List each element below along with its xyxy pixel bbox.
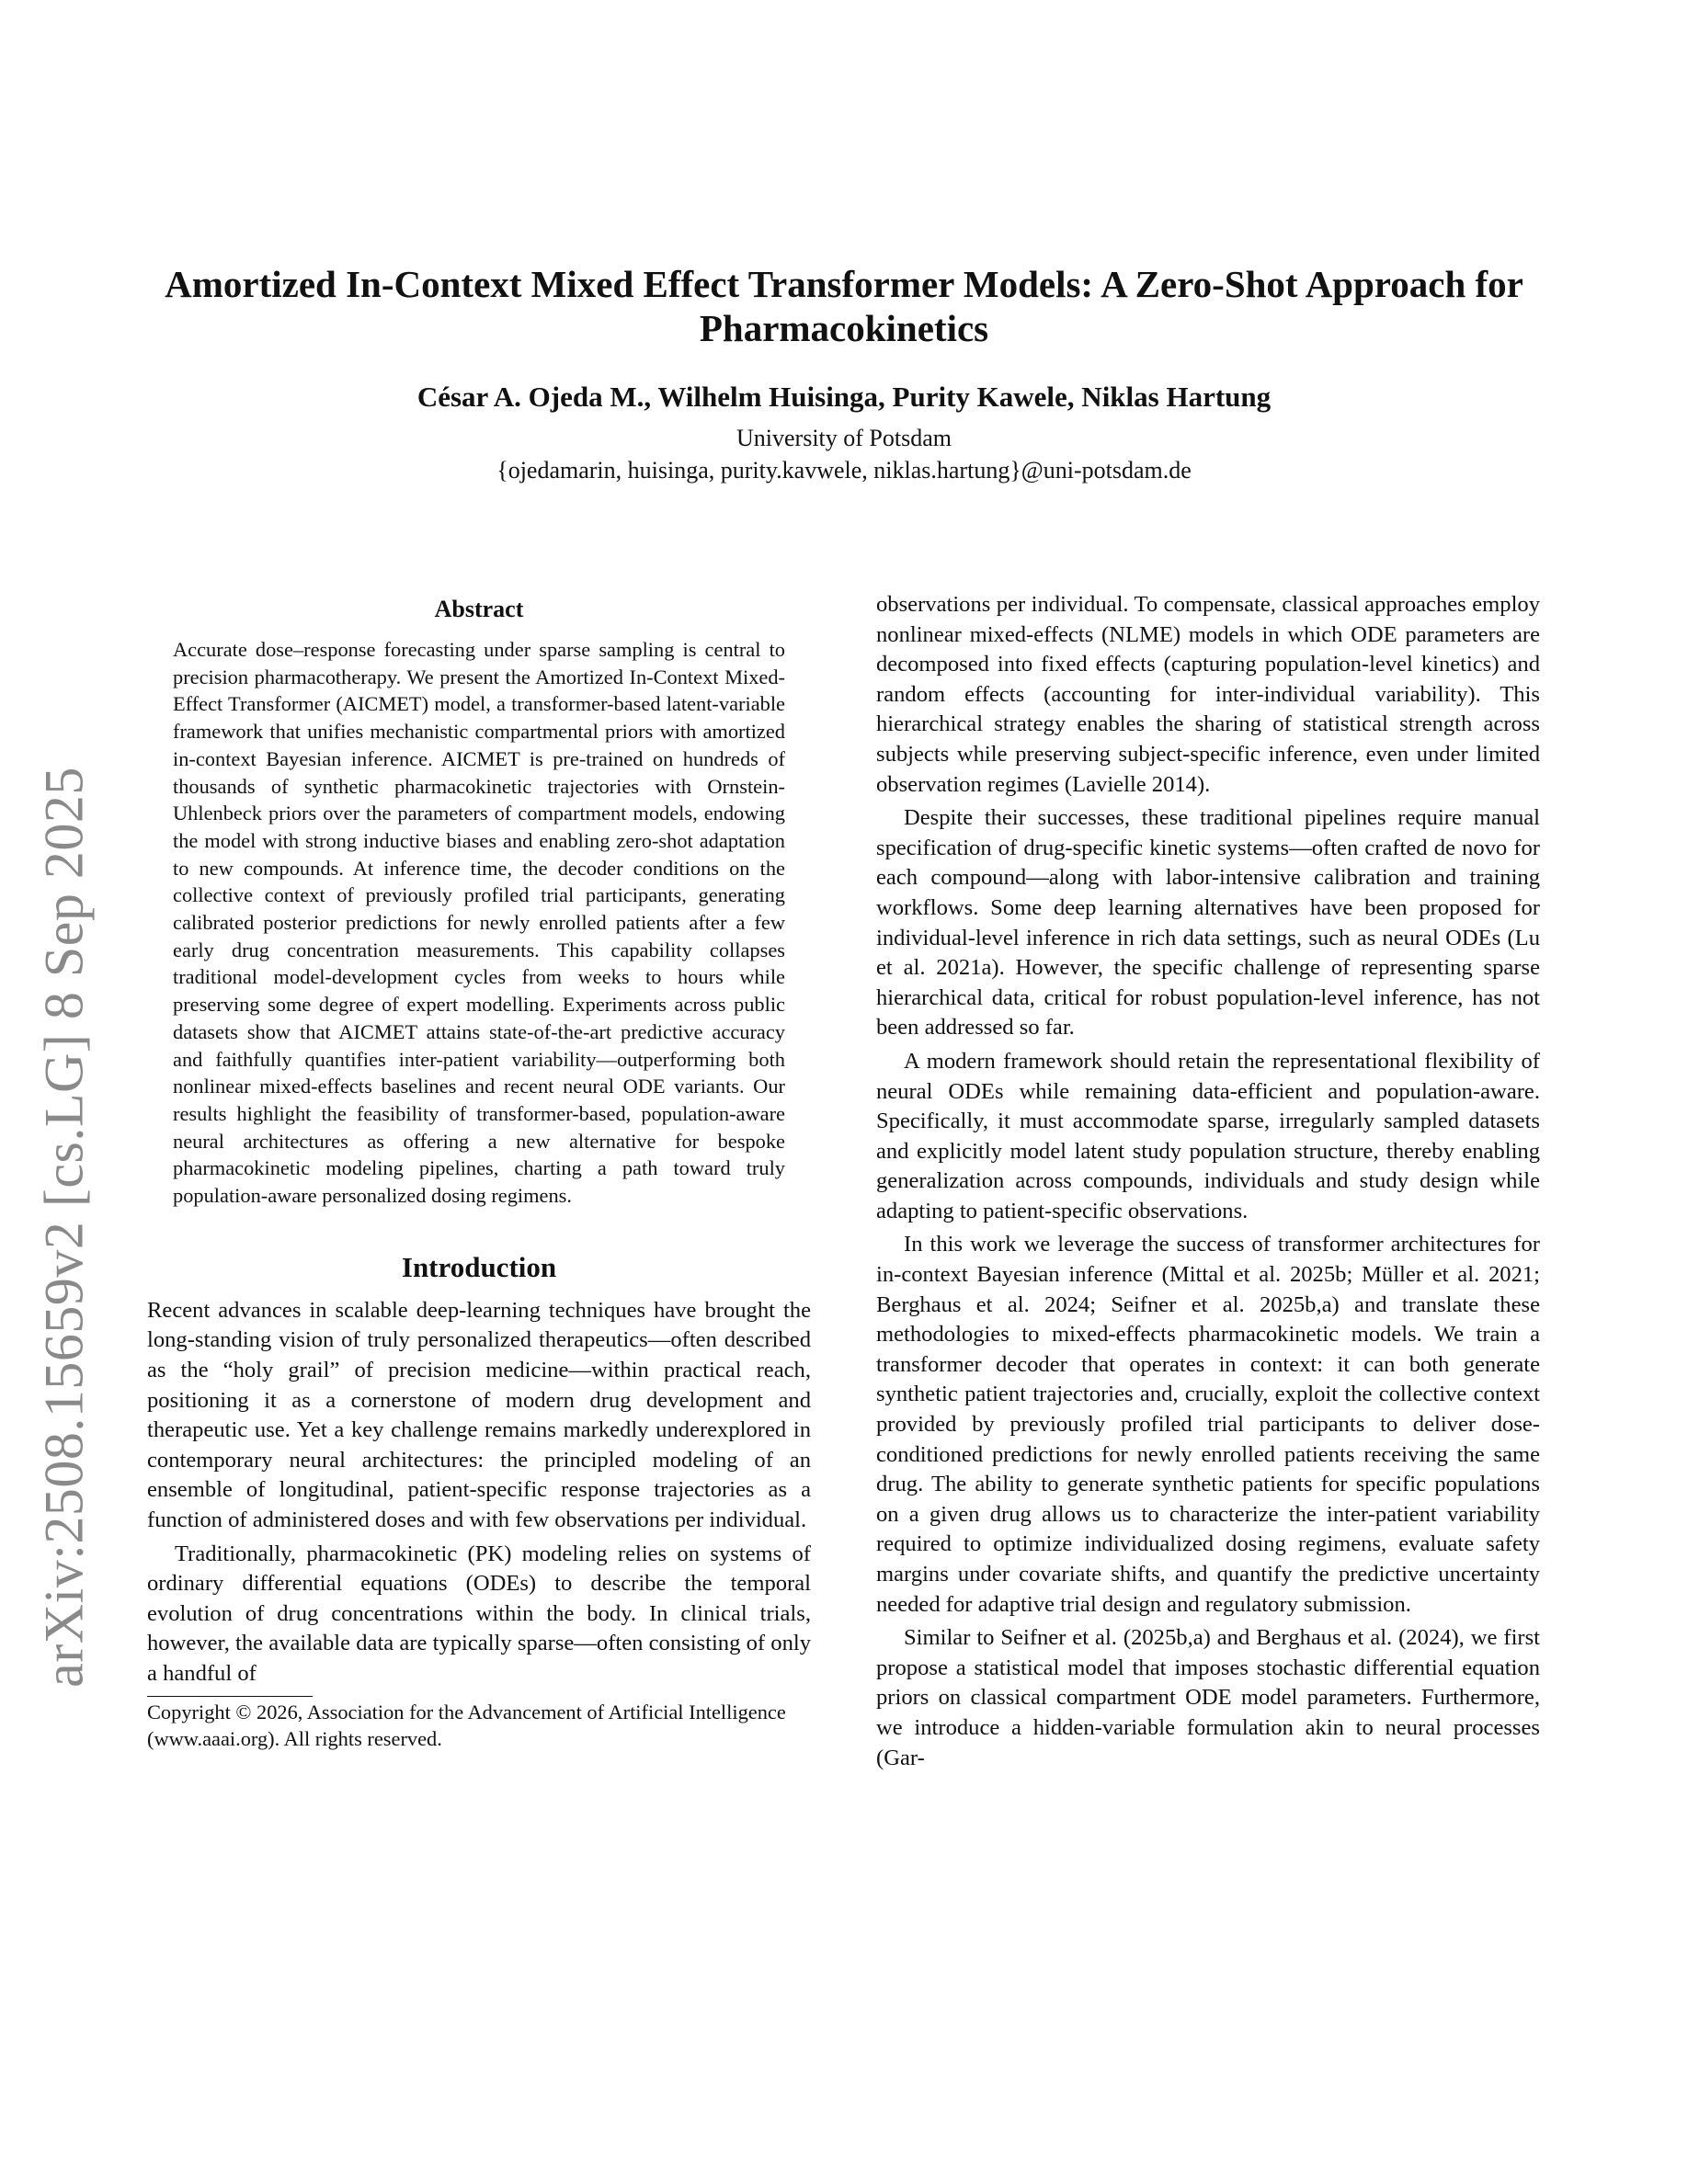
footnote-divider — [147, 1696, 313, 1697]
intro-paragraph-3: Despite their successes, these traditional pipelines require manual specification of drug-specific kinetic systems—often crafted de novo for each compound—along with labor-intensive calibration and training workflows. Some deep learning alternatives have been proposed for individual-level inference in rich data settings, such as neural ODEs (Lu et al. 2021a). However, the specific challenge of representing sparse hierarchical data, critical for robust population-level inference, has not been addressed so far. — [876, 805, 1540, 1041]
abstract-heading: Abstract — [434, 596, 524, 622]
intro-paragraph-2-continued: observations per individual. To compensate, classical approaches employ nonlinear mixed-effects (NLME) models in which ODE parameters are decomposed into fixed effects (capturing population-level kinetics) and random effects (accounting for inter-individual variability). This hierarchical strategy enables the sharing of statistical strength across subjects while preserving subject-specific inference, even under limited observation regimes (Lavielle 2014). — [876, 592, 1540, 797]
left-column — [147, 590, 811, 1752]
intro-paragraph-1: Recent advances in scalable deep-learning techniques have brought the long-standing vision of truly personalized therapeutics—often described as the “holy grail” of precision medicine—within practical reach, positioning it as a cornerstone of modern drug development and therapeutic use. Yet a key challenge remains markedly underexplored in contemporary neural architectures: the principled modeling of an ensemble of longitudinal, patient-specific response trajectories as a function of administered doses and with few observations per individual. — [147, 1297, 811, 1532]
copyright-footnote: Copyright © 2026, Association for the Advancement of Artificial Intelligence (www.aaai.org). All rights reserved. — [147, 1701, 786, 1751]
affiliation: University of Potsdam — [736, 425, 952, 451]
paper-title: Amortized In-Context Mixed Effect Transformer Models: A Zero-Shot Approach for Pharmacokinetics — [165, 263, 1523, 349]
paper-header — [147, 262, 1541, 486]
introduction-heading: Introduction — [401, 1250, 557, 1283]
right-column — [876, 590, 1540, 1773]
intro-paragraph-5: In this work we leverage the success of transformer architectures for in-context Bayesian inference (Mittal et al. 2025b; Müller et al. 2021; Berghaus et al. 2024; Seifner et al. 2025b,a) and translate these methodologies to mixed-effects pharmacokinetic models. We train a transformer decoder that operates in context: it can both generate synthetic patient trajectories and, crucially, exploit the collective context provided by previously profiled trial participants to deliver dose-conditioned predictions for newly enrolled patients receiving the same drug. The ability to generate synthetic patients for specific populations on a given drug allows us to characterize the inter-patient variability required to optimize individualized dosing regimens, evaluate safety margins under covariate shifts, and quantify the predictive uncertainty needed for adaptive trial design and regulatory submission. — [876, 1232, 1540, 1617]
abstract-text: Accurate dose–response forecasting under sparse sampling is central to precision pharmacotherapy. We present the Amortized In-Context Mixed-Effect Transformer (AICMET) model, a transformer-based latent-variable framework that unifies mechanistic compartmental priors with amortized in-context Bayesian inference. AICMET is pre-trained on hundreds of thousands of synthetic pharmacokinetic trajectories with Ornstein-Uhlenbeck priors over the parameters of compartment models, endowing the model with strong inductive biases and enabling zero-shot adaptation to new compounds. At inference time, the decoder conditions on the collective context of previously profiled trial participants, generating calibrated posterior predictions for newly enrolled patients after a few early drug concentration measurements. This capability collapses traditional model-development cycles from weeks to hours while preserving some degree of expert modelling. Experiments across public datasets show that AICMET attains state-of-the-art predictive accuracy and faithfully quantifies inter-patient variability—outperforming both nonlinear mixed-effects baselines and recent neural ODE variants. Our results highlight the feasibility of transformer-based, population-aware neural architectures as offering a new alternative for bespoke pharmacokinetic modeling pipelines, charting a path toward truly population-aware personalized dosing regimens. — [173, 638, 785, 1208]
intro-paragraph-4: A modern framework should retain the representational flexibility of neural ODEs while remaining data-efficient and population-aware. Specifically, it must accommodate sparse, irregularly sampled datasets and explicitly model latent study population structure, thereby enabling generalization across compounds, individuals and study design while adapting to patient-specific observations. — [876, 1048, 1540, 1223]
author-emails: {ojedamarin, huisinga, purity.kavwele, niklas.hartung}@uni-potsdam.de — [496, 457, 1192, 483]
arxiv-identifier: arXiv:2508.15659v2 [cs.LG] 8 Sep 2025 — [33, 767, 95, 1688]
author-list: César A. Ojeda M., Wilhelm Huisinga, Purity Kawele, Niklas Hartung — [416, 381, 1272, 413]
arxiv-stamp — [0, 0, 110, 2184]
intro-paragraph-6: Similar to Seifner et al. (2025b,a) and Berghaus et al. (2024), we first propose a statistical model that imposes stochastic differential equation priors on classical compartment ODE model parameters. Furthermore, we introduce a hidden-variable formulation akin to neural processes (Gar- — [876, 1625, 1540, 1770]
intro-paragraph-2: Traditionally, pharmacokinetic (PK) modeling relies on systems of ordinary differential equations (ODEs) to describe the temporal evolution of drug concentrations within the body. In clinical trials, however, the available data are typically sparse—often consisting of only a handful of — [147, 1541, 811, 1686]
